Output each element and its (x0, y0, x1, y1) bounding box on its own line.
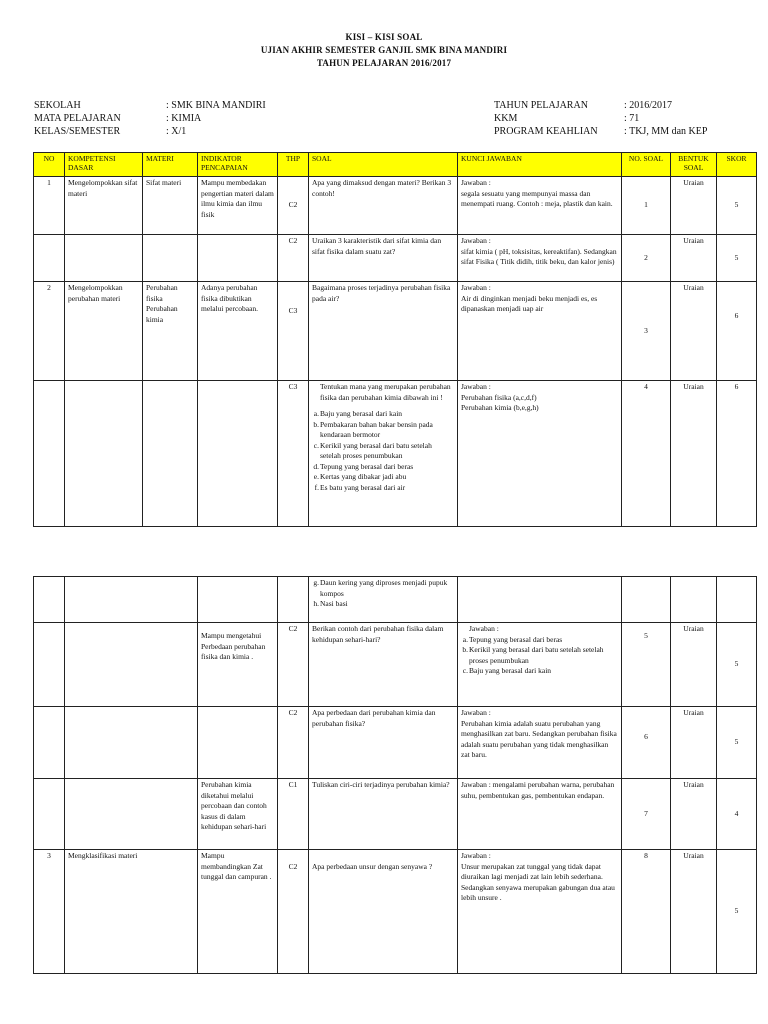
kunci-text: Perubahan kimia (b,e,g,h) (461, 403, 539, 412)
cell-thp: C1 (278, 779, 309, 850)
cell-indikator: Mampu membandingkan Zat tunggal dan campuran . (198, 850, 278, 974)
kunci-text: Unsur merupakan zat tunggal yang tidak dapat diuraikan lagi menjadi zat lain lebih sederhana. Sedangkan senyawa merupakan gabungan dua atau lebih unsure . (461, 861, 615, 902)
list-text: Tepung yang berasal dari beras (320, 461, 414, 471)
cell-kd (65, 707, 198, 779)
kunci-text: Air di dinginkan menjadi beku menjadi es, es dipanaskan menjadi uap air (461, 293, 598, 313)
kunci-text: Perubahan kimia adalah suatu perubahan yang menghasilkan zat baru. Sedangkan perubahan fisika adalah suatu perubahan yang tidak menghasilkan zat baru. (461, 718, 617, 759)
cell-bentuk: Uraian (671, 779, 717, 850)
cell-kunci (458, 235, 622, 282)
list-marker: b. (313, 419, 319, 429)
cell-indikator: Perubahan kimia diketahui melalui percobaan dan contoh kasus di dalam kehidupan sehari-hari (198, 779, 278, 850)
table-row (34, 707, 757, 779)
col-header-thp: THP (278, 153, 309, 177)
table-row (34, 235, 757, 282)
kunci-label: Jawaban : (461, 851, 491, 860)
cell-no (34, 235, 65, 282)
doc-title-line1: KISI – KISI SOAL (345, 32, 423, 42)
cell-kd: Mengklasifikasi materi (65, 850, 198, 974)
doc-title-line3: TAHUN PELAJARAN 2016/2017 (316, 58, 452, 68)
kunci-label: Jawaban : (461, 708, 491, 717)
list-text: Tepung yang berasal dari beras (469, 634, 563, 644)
cell-kunci (458, 577, 622, 623)
col-header-nosoal: NO. SOAL (622, 153, 671, 177)
table-header-row (34, 153, 757, 177)
cell-no: 3 (34, 850, 65, 974)
cell-bentuk: Uraian (671, 282, 717, 381)
cell-thp: C2 (278, 850, 309, 974)
list-item (313, 599, 454, 610)
cell-soal (309, 577, 458, 623)
info-value: : SMK BINA MANDIRI (166, 100, 266, 111)
kisi-table-page2 (33, 576, 757, 974)
cell-kunci (458, 850, 622, 974)
cell-thp: C3 (278, 282, 309, 381)
cell-thp: C2 (278, 235, 309, 282)
cell-bentuk: Uraian (671, 707, 717, 779)
info-value: : X/1 (166, 126, 187, 137)
cell-nosoal: 8 (622, 850, 671, 974)
cell-soal: Uraikan 3 karakteristik dari sifat kimia dan sifat fisika dalam suatu zat? (309, 235, 458, 282)
list-text: Baju yang berasal dari kain (469, 666, 552, 675)
table-row (34, 850, 757, 974)
cell-no (34, 381, 65, 527)
cell-kunci (458, 707, 622, 779)
cell-thp: C2 (278, 177, 309, 235)
list-text: Baju yang berasal dari kain (320, 409, 403, 418)
cell-bentuk: Uraian (671, 623, 717, 707)
info-label: KKM (494, 113, 518, 124)
list-item (462, 634, 618, 646)
cell-no (34, 779, 65, 850)
cell-indikator (198, 707, 278, 779)
list-item (462, 645, 618, 666)
cell-kd (65, 577, 198, 623)
cell-bentuk: Uraian (671, 235, 717, 282)
cell-nosoal: 6 (622, 707, 671, 779)
list-text: Kertas yang dibakar jadi abu (320, 472, 407, 481)
cell-materi (143, 381, 198, 527)
col-header-materi: MATERI (143, 153, 198, 177)
list-marker: a. (462, 634, 468, 644)
list-item (313, 578, 454, 599)
cell-materi: Perubahan fisika Perubahan kimia (143, 282, 198, 381)
col-header-kd: KOMPETENSI DASAR (65, 153, 143, 177)
cell-kunci (458, 282, 622, 381)
info-label: TAHUN PELAJARAN (494, 100, 588, 111)
cell-skor: 5 (717, 623, 757, 707)
cell-kd (65, 381, 143, 527)
cell-soal: Berikan contoh dari perubahan fisika dalam kehidupan sehari-hari? (309, 623, 458, 707)
cell-soal: Bagaimana proses terjadinya perubahan fisika pada air? (309, 282, 458, 381)
list-marker: c. (313, 440, 319, 450)
cell-skor: 5 (717, 707, 757, 779)
list-text: Daun kering yang diproses menjadi pupuk kompos (320, 578, 448, 598)
list-item (313, 461, 454, 473)
info-left (34, 99, 266, 138)
cell-soal (309, 381, 458, 527)
cell-indikator: Mampu mengetahui Perbedaan perubahan fisika dan kimia . (198, 623, 278, 707)
info-right (494, 99, 707, 138)
cell-skor: 5 (717, 850, 757, 974)
cell-nosoal: 5 (622, 623, 671, 707)
cell-nosoal: 7 (622, 779, 671, 850)
cell-materi (143, 235, 198, 282)
list-marker: a. (313, 409, 319, 418)
list-item (313, 409, 454, 420)
cell-kunci (458, 177, 622, 235)
cell-skor (717, 577, 757, 623)
table-row (34, 381, 757, 527)
cell-nosoal: 1 (622, 177, 671, 235)
info-value: : TKJ, MM dan KEP (624, 126, 708, 137)
cell-no (34, 577, 65, 623)
list-marker: c. (462, 666, 468, 675)
list-text: Kerikil yang berasal dari batu setelah setelah proses penumbukan (469, 645, 604, 665)
col-header-indikator: INDIKATOR PENCAPAIAN (198, 153, 278, 177)
list-item (314, 482, 454, 494)
cell-nosoal: 2 (622, 235, 671, 282)
kunci-label: Jawaban : (461, 236, 491, 245)
cell-bentuk (671, 577, 717, 623)
info-value: : KIMIA (166, 113, 202, 124)
cell-bentuk: Uraian (671, 850, 717, 974)
cell-nosoal: 4 (622, 381, 671, 527)
cell-indikator: Mampu membedakan pengertian materi dalam ilmu kimia dan ilmu fisik (198, 177, 278, 235)
cell-indikator: Adanya perubahan fisika dibuktikan melalui percobaan. (198, 282, 278, 381)
cell-thp: C2 (278, 623, 309, 707)
kunci-label: Jawaban : (461, 178, 491, 187)
kunci-label: Jawaban : (469, 624, 499, 633)
list-marker: h. (313, 599, 319, 608)
soal-text: Tentukan mana yang merupakan perubahan fisika dan perubahan kimia dibawah ini ! (320, 382, 451, 402)
cell-no: 1 (34, 177, 65, 235)
list-marker: d. (313, 461, 319, 471)
cell-kd (65, 779, 198, 850)
cell-no (34, 623, 65, 707)
table-row (34, 177, 757, 235)
cell-nosoal (622, 577, 671, 623)
cell-kd: Mengelompokkan perubahan materi (65, 282, 143, 381)
kunci-text: Perubahan fisika (a,c,d,f) (461, 392, 537, 402)
cell-kunci: Jawaban : mengalami perubahan warna, perubahan suhu, pembentukan gas, pembentukan endapan. (458, 779, 622, 850)
table-row (34, 779, 757, 850)
kunci-text: segala sesuatu yang mempunyai massa dan menempati ruang. Contoh : meja, plastik dan kain. (461, 188, 613, 208)
info-value: : 2016/2017 (624, 100, 673, 111)
cell-kunci (458, 623, 622, 707)
cell-indikator (198, 577, 278, 623)
cell-no: 2 (34, 282, 65, 381)
kunci-text: sifat kimia ( pH, toksisitas, kereaktifan). Sedangkan sifat Fisika ( Titik didih, titik beku, dan kalor jenis) (461, 246, 617, 266)
list-text: Pembakaran bahan bakar bensin pada kendaraan bermotor (320, 419, 433, 439)
info-value: : 71 (624, 113, 640, 124)
cell-indikator (198, 235, 278, 282)
list-item (462, 666, 618, 677)
cell-kd (65, 235, 143, 282)
cell-kd: Mengelompokkan sifat materi (65, 177, 143, 235)
cell-soal: Apa perbedaan unsur dengan senyawa ? (309, 850, 458, 974)
table-row (34, 577, 757, 623)
list-marker: g. (313, 578, 319, 587)
list-marker: b. (462, 645, 468, 654)
kisi-table-page1 (33, 152, 757, 527)
list-item (313, 419, 454, 441)
cell-indikator (198, 381, 278, 527)
cell-skor: 4 (717, 779, 757, 850)
col-header-kunci: KUNCI JAWABAN (458, 153, 622, 177)
list-text: Kerikil yang berasal dari batu setelah setelah proses penumbukan (320, 440, 432, 460)
info-label: SEKOLAH (34, 100, 81, 111)
cell-nosoal: 3 (622, 282, 671, 381)
list-item (313, 440, 454, 462)
col-header-no: NO (34, 153, 65, 177)
list-text: Es batu yang berasal dari air (320, 482, 406, 492)
cell-materi: Sifat materi (143, 177, 198, 235)
cell-soal: Tuliskan ciri-ciri terjadinya perubahan kimia? (309, 779, 458, 850)
cell-kd (65, 623, 198, 707)
list-item (313, 472, 454, 483)
cell-kunci (458, 381, 622, 527)
cell-skor: 6 (717, 381, 757, 527)
list-text: Nasi basi (320, 599, 348, 608)
cell-thp (278, 577, 309, 623)
cell-thp: C3 (278, 381, 309, 527)
col-header-bentuk: BENTUK SOAL (671, 153, 717, 177)
cell-skor: 5 (717, 177, 757, 235)
cell-soal: Apa yang dimaksud dengan materi? Berikan 3 contoh! (309, 177, 458, 235)
info-label: KELAS/SEMESTER (34, 126, 121, 137)
list-marker: e. (313, 472, 319, 481)
kunci-label: Jawaban : (461, 283, 491, 292)
list-marker: f. (314, 482, 319, 492)
info-label: PROGRAM KEAHLIAN (494, 126, 598, 137)
table-row (34, 623, 757, 707)
col-header-skor: SKOR (717, 153, 757, 177)
cell-skor: 6 (717, 282, 757, 381)
cell-skor: 5 (717, 235, 757, 282)
kunci-label: Jawaban : (461, 382, 491, 391)
col-header-soal: SOAL (309, 153, 458, 177)
cell-no (34, 707, 65, 779)
cell-soal: Apa perbedaan dari perubahan kimia dan perubahan fisika? (309, 707, 458, 779)
table-row (34, 282, 757, 381)
cell-bentuk: Uraian (671, 177, 717, 235)
info-label: MATA PELAJARAN (34, 113, 121, 124)
cell-thp: C2 (278, 707, 309, 779)
cell-bentuk: Uraian (671, 381, 717, 527)
doc-title-line2: UJIAN AKHIR SEMESTER GANJIL SMK BINA MANDIRI (260, 45, 508, 55)
